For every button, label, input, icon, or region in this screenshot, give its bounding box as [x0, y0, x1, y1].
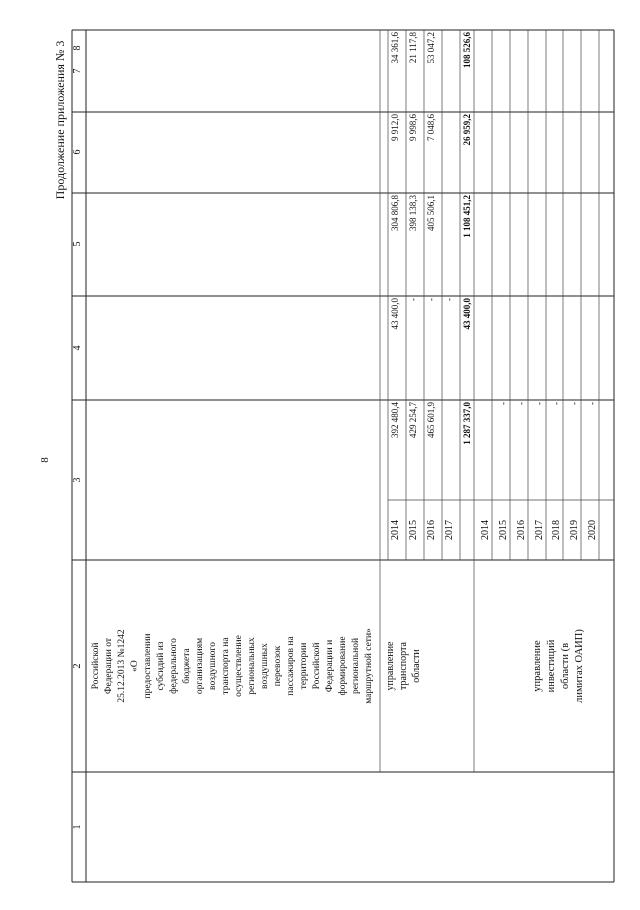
value-col5: -	[444, 298, 454, 301]
value-col4: 392 480,4	[390, 402, 400, 438]
description-line: предоставлении	[143, 633, 153, 699]
year-cell: 2018	[551, 520, 562, 540]
year-cell: 2019	[569, 520, 580, 540]
year-cell: 2016	[426, 520, 437, 540]
description-line: маршрутной сети»	[364, 628, 374, 704]
year-cell: 2016	[516, 520, 527, 540]
executor-line: управление	[532, 640, 543, 692]
description-line: Федерации от	[104, 637, 114, 695]
column-header-7: 7	[72, 68, 83, 74]
value-col5: -	[408, 298, 418, 301]
total-col8: 108 526,6	[462, 32, 472, 68]
description-line: Российской	[312, 642, 322, 690]
description-line: формирование	[338, 636, 348, 696]
value-col8: 21 117,8	[408, 32, 418, 64]
description-line: Российской	[91, 642, 101, 690]
year-cell: 2015	[498, 520, 509, 540]
description-line: «О	[130, 660, 140, 672]
year-cell: 2015	[408, 520, 419, 540]
executor-line: лимитах ОАИП)	[574, 629, 585, 703]
table-cells	[72, 32, 598, 830]
value-col5: 43 400,0	[390, 298, 400, 330]
executor-line: инвестиций	[546, 639, 557, 693]
value-col4: 465 601,9	[426, 402, 436, 438]
table-grid	[72, 30, 614, 882]
value-col8: 53 047,2	[426, 32, 436, 64]
total-col5: 43 400,0	[462, 298, 472, 330]
description-line: региональной	[351, 637, 361, 695]
year-cell: 2014	[480, 520, 491, 540]
column-header-8: 8	[72, 45, 83, 51]
column-header-1: 1	[72, 824, 83, 830]
column-header-2: 2	[72, 663, 83, 669]
column-header-6: 6	[72, 149, 83, 155]
year-cell: 2014	[390, 520, 401, 540]
description-line: осуществление	[234, 635, 244, 697]
value-col8: 34 361,6	[390, 32, 400, 64]
description-line: федерального	[169, 638, 179, 694]
value-col4: -	[534, 402, 544, 405]
description-line: территории	[299, 642, 309, 690]
year-cell: 2020	[587, 520, 598, 540]
value-col7: 7 048,6	[426, 114, 436, 141]
description-line: бюджета	[182, 648, 192, 684]
value-col6: 405 506,1	[426, 195, 436, 231]
column-header-4: 4	[72, 345, 83, 351]
value-col4: -	[587, 402, 597, 405]
value-col4: -	[516, 402, 526, 405]
value-col4: -	[551, 402, 561, 405]
value-col7: 9 998,6	[408, 114, 418, 141]
year-cell: 2017	[444, 520, 455, 540]
year-cell: 2017	[534, 520, 545, 540]
description-line: перевозок	[273, 645, 283, 687]
value-col4: 429 254,7	[408, 402, 418, 438]
description-line: транспорта на	[221, 637, 231, 695]
value-col5: -	[426, 298, 436, 301]
executor-line: управление	[385, 641, 396, 691]
executor-line: области	[411, 649, 422, 683]
total-col4: 1 287 337,0	[462, 402, 472, 445]
total-col6: 1 108 451,2	[462, 195, 472, 238]
column-header-3: 3	[72, 477, 83, 483]
description-line: воздушных	[260, 643, 270, 689]
description-line: воздушного	[208, 642, 218, 690]
description-line: региональных	[247, 637, 257, 695]
description-line: 25.12.2013 №1242	[117, 629, 127, 703]
description-line: организациям	[195, 637, 205, 695]
total-col7: 26 959,2	[462, 114, 472, 146]
page-number: 8	[39, 457, 51, 463]
description-line: субсидий из	[156, 641, 166, 691]
value-col7: 9 912,0	[390, 114, 400, 141]
description-line: пассажиров на	[286, 636, 296, 696]
value-col6: 304 806,8	[390, 195, 400, 231]
column-header-5: 5	[72, 241, 83, 247]
value-col4: -	[498, 402, 508, 405]
executor-line: транспорта	[398, 642, 409, 690]
continuation-title: Продолжение приложения № 3	[53, 40, 67, 200]
executor-line: области (в	[560, 642, 571, 690]
value-col4: -	[569, 402, 579, 405]
value-col6: 398 138,3	[408, 195, 418, 231]
description-line: Федерации и	[325, 639, 335, 693]
